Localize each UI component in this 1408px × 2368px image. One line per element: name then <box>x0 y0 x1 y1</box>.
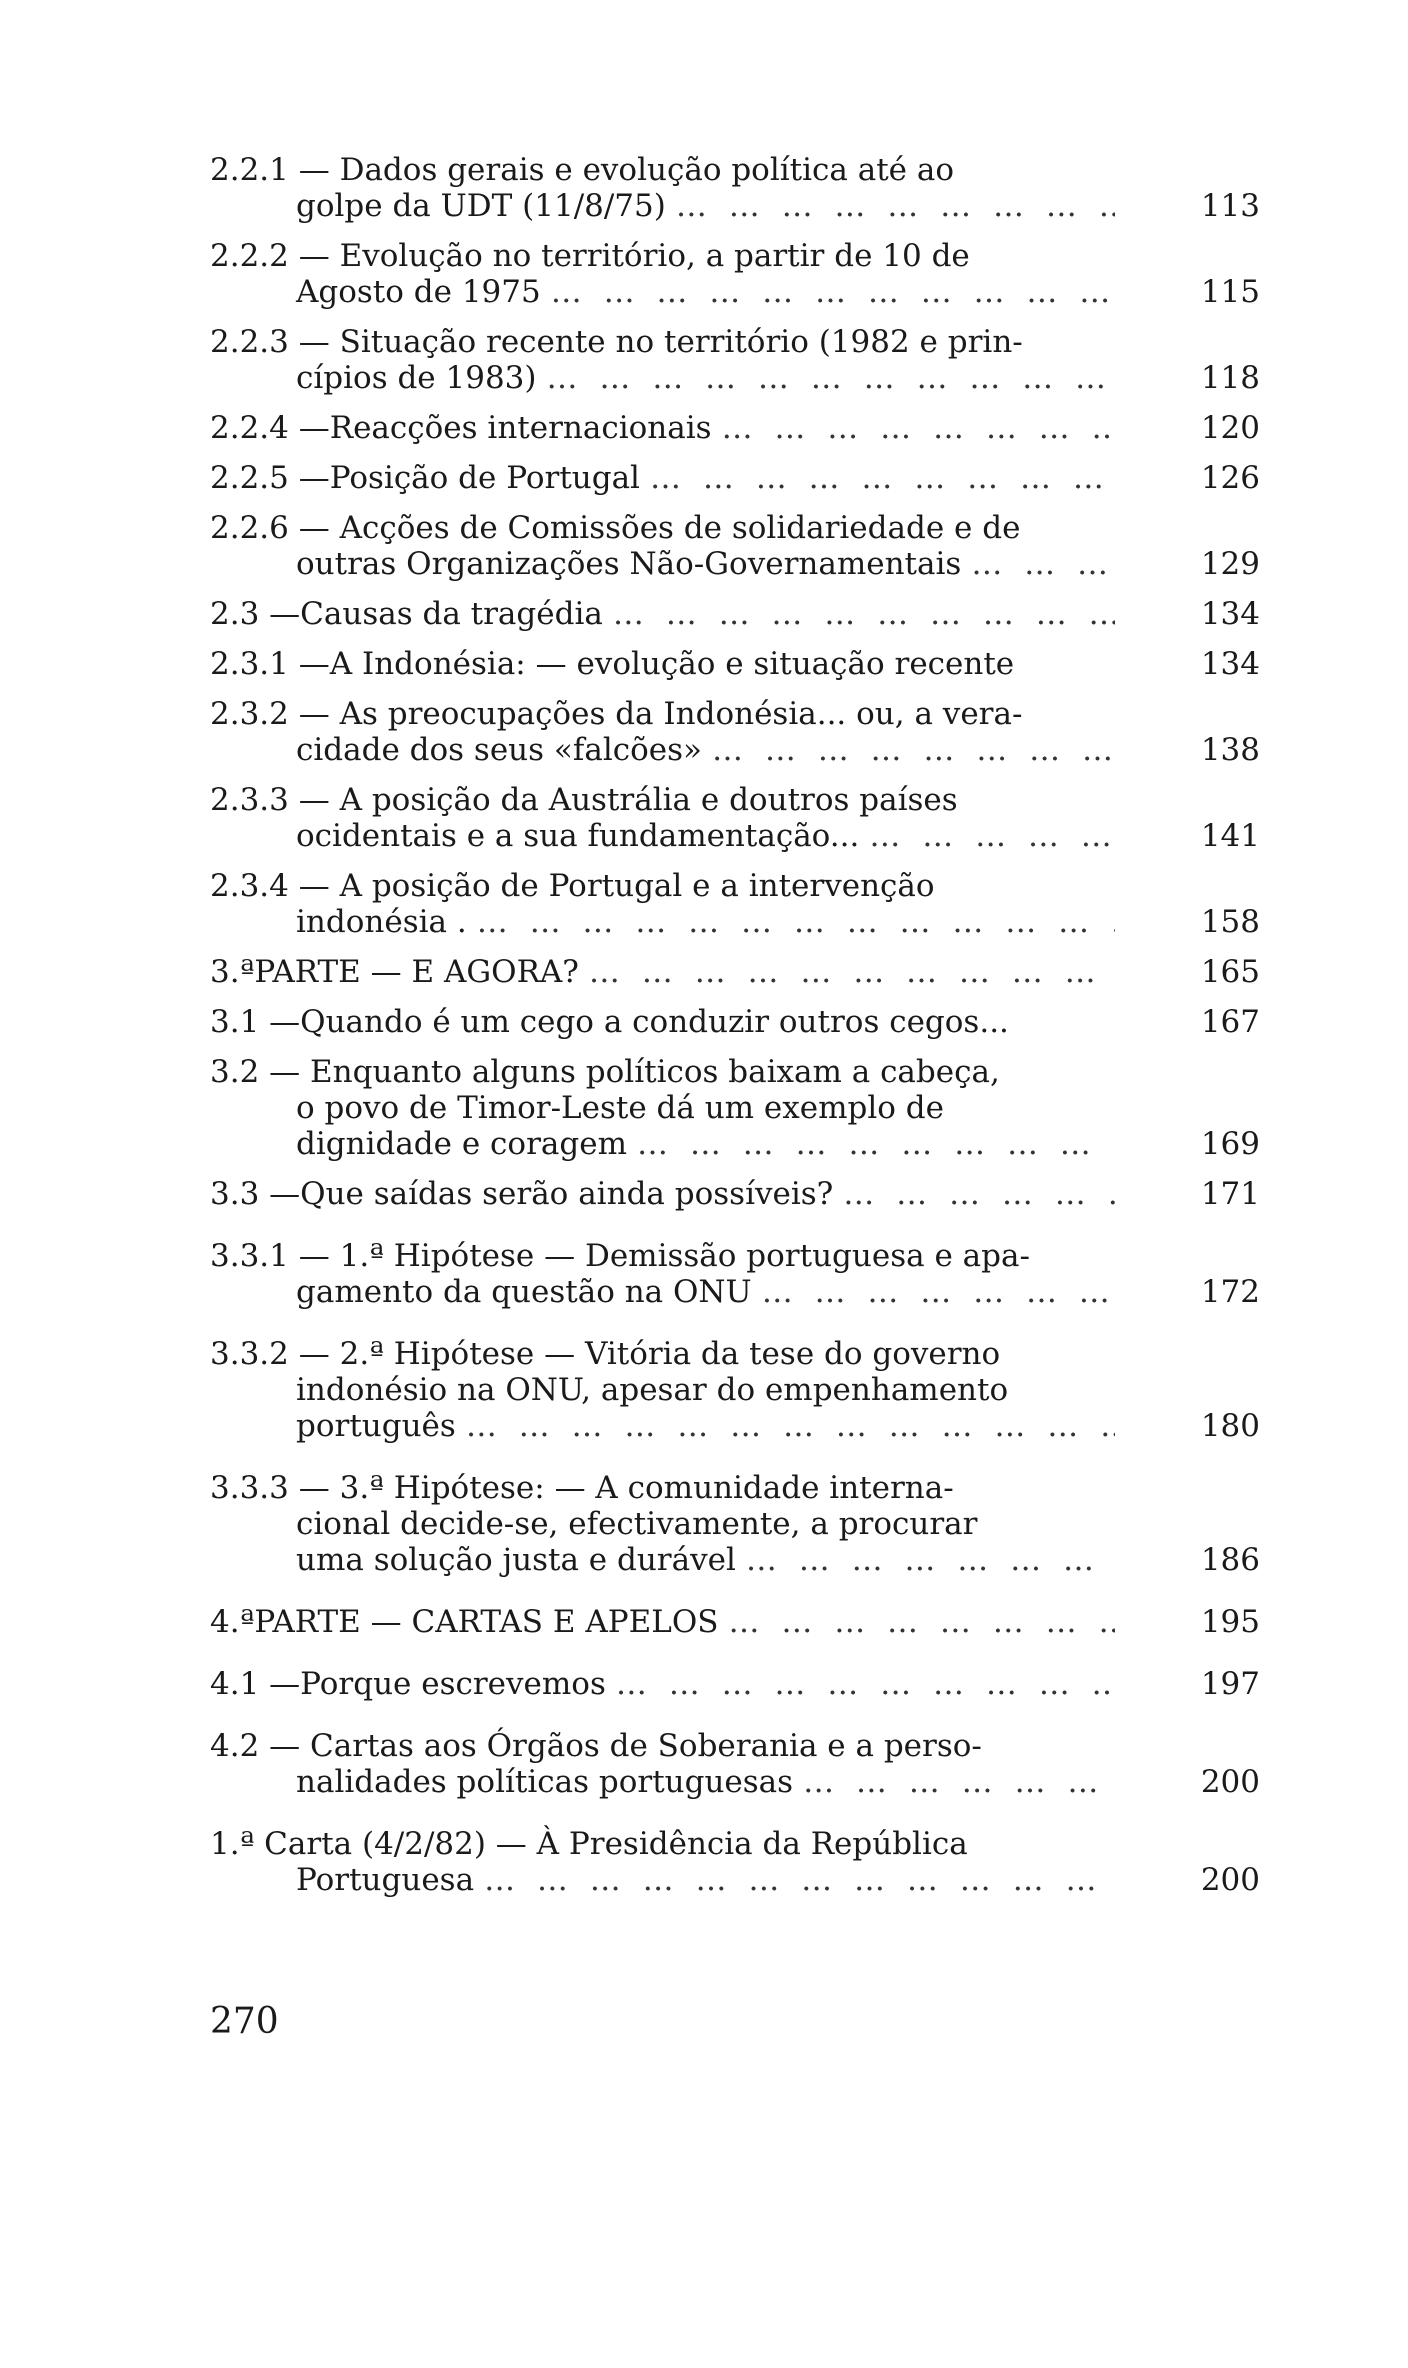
toc-entry-line <box>210 324 1115 360</box>
toc-entry <box>210 646 1260 682</box>
toc-entry-page: 167 <box>1200 1004 1260 1040</box>
toc-entry-number: 2.2.2 — <box>210 238 330 274</box>
toc-entry <box>210 324 1260 396</box>
toc-entry <box>210 1666 1260 1702</box>
toc-entry-line <box>210 696 1115 732</box>
toc-entry-page: 169 <box>1200 1126 1260 1162</box>
dot-leader <box>589 954 1115 990</box>
toc-entry-text: Porque escrevemos <box>300 1666 606 1702</box>
toc-entry-page: 180 <box>1200 1408 1260 1444</box>
toc-entry-text: golpe da UDT (11/8/75) <box>296 188 666 224</box>
toc-entry-line <box>210 1604 1115 1640</box>
toc-entry-line <box>210 188 1115 224</box>
dot-leader <box>869 818 1115 854</box>
dot-leader <box>722 410 1115 446</box>
toc-entry-page: 118 <box>1200 360 1260 396</box>
toc-entry-text: uma solução justa e durável <box>296 1542 736 1578</box>
toc-entry-text: Portuguesa <box>296 1862 475 1898</box>
toc-entry-number: 4.ª <box>210 1604 255 1640</box>
toc-entry-number: 3.3.3 — <box>210 1470 330 1506</box>
toc-entry-text: Cartas aos Órgãos de Soberania e a perso- <box>310 1728 982 1764</box>
dot-leader <box>477 904 1115 940</box>
toc-entry <box>210 1728 1260 1800</box>
toc-entry-text: cidade dos seus «falcões» <box>296 732 702 768</box>
toc-entry-line <box>210 782 1115 818</box>
toc-entry-text: cional decide-se, efectivamente, a procurar <box>296 1506 978 1542</box>
toc-entry-number: 3.3.2 — <box>210 1336 330 1372</box>
toc-entry-text: cípios de 1983) <box>296 360 537 396</box>
toc-entry-number: 2.2.6 — <box>210 510 330 546</box>
toc-entry-number: 3.2 — <box>210 1054 301 1090</box>
toc-entry-page: 129 <box>1200 546 1260 582</box>
toc-entry-text: gamento da questão na ONU <box>296 1274 752 1310</box>
toc-entry-line <box>210 868 1115 904</box>
dot-leader <box>484 1862 1115 1898</box>
toc-entry-text: Enquanto alguns políticos baixam a cabeça, <box>310 1054 1000 1090</box>
toc-entry-line <box>210 954 1115 990</box>
dot-leader <box>843 1176 1115 1212</box>
toc-entry-number: 2.2.4 — <box>210 410 330 446</box>
toc-entry-number: 3.ª <box>210 954 255 990</box>
toc-entry <box>210 1238 1260 1310</box>
toc-entry <box>210 1004 1260 1040</box>
toc-entry-page: 172 <box>1200 1274 1260 1310</box>
toc-entry <box>210 782 1260 854</box>
toc-entry-line <box>210 1728 1115 1764</box>
toc-entry-line <box>210 152 1115 188</box>
dot-leader <box>650 460 1115 496</box>
dot-leader <box>971 546 1115 582</box>
toc-entry-page: 165 <box>1200 954 1260 990</box>
toc-entry-page: 120 <box>1200 410 1260 446</box>
toc-entry-line <box>210 1666 1115 1702</box>
toc-entry-text: As preocupações da Indonésia... ou, a vera- <box>339 696 1023 732</box>
toc-entry-line <box>210 1274 1115 1310</box>
toc-entry-line <box>210 1470 1115 1506</box>
dot-leader <box>712 732 1115 768</box>
dot-leader <box>613 596 1115 632</box>
dot-leader <box>803 1764 1115 1800</box>
toc-entry-text: Evolução no território, a partir de 10 de <box>339 238 970 274</box>
toc-entry-page: 126 <box>1200 460 1260 496</box>
toc-entry-line <box>210 1004 1115 1040</box>
toc-entry-text: A Indonésia: — evolução e situação recente <box>329 646 1015 682</box>
toc-entry-line <box>210 410 1115 446</box>
toc-entry-line <box>210 546 1115 582</box>
toc-entry-line <box>210 1372 1115 1408</box>
toc-entry-number: 4.1 — <box>210 1666 301 1702</box>
toc-entry-line <box>210 460 1115 496</box>
page-number: 270 <box>210 2001 279 2042</box>
toc-entry-text: dignidade e coragem <box>296 1126 627 1162</box>
toc-entry <box>210 868 1260 940</box>
toc-entry-page: 158 <box>1200 904 1260 940</box>
toc-entry-number: 2.2.1 — <box>210 152 330 188</box>
toc-entry-line <box>210 1408 1115 1444</box>
toc-entry-line <box>210 904 1115 940</box>
toc-entry-page: 138 <box>1200 732 1260 768</box>
toc-entry <box>210 696 1260 768</box>
toc-entry-text: A posição de Portugal e a intervenção <box>339 868 935 904</box>
toc-entry-page: 197 <box>1200 1666 1260 1702</box>
toc-entry <box>210 152 1260 224</box>
toc-entry-line <box>210 360 1115 396</box>
toc-entry-text: Causas da tragédia <box>300 596 603 632</box>
toc-entry-number: 3.1 — <box>210 1004 301 1040</box>
toc-entry-page: 195 <box>1200 1604 1260 1640</box>
toc-entry-text: 2.ª Hipótese — Vitória da tese do governo <box>339 1336 1001 1372</box>
toc-entry-text: o povo de Timor-Leste dá um exemplo de <box>296 1090 944 1126</box>
toc-entry <box>210 238 1260 310</box>
dot-leader <box>746 1542 1115 1578</box>
toc-entry-line <box>210 1542 1115 1578</box>
toc-entry <box>210 1604 1260 1640</box>
toc-entry-line <box>210 1090 1115 1126</box>
toc-entry-text: Carta (4/2/82) — À Presidência da República <box>264 1826 968 1862</box>
toc-entry-text: 1.ª Hipótese — Demissão portuguesa e apa- <box>339 1238 1030 1274</box>
toc-entry-line <box>210 510 1115 546</box>
toc-entry <box>210 460 1260 496</box>
toc-entry-line <box>210 1054 1115 1090</box>
toc-entry <box>210 410 1260 446</box>
toc-entry-text: 3.ª Hipótese: — A comunidade interna- <box>339 1470 954 1506</box>
toc-entry <box>210 1336 1260 1444</box>
toc-entry-line <box>210 274 1115 310</box>
toc-entry-page: 113 <box>1200 188 1260 224</box>
toc-entry-number: 2.3.3 — <box>210 782 330 818</box>
toc-entry-number: 2.3.4 — <box>210 868 330 904</box>
toc-entry <box>210 510 1260 582</box>
toc-entry-number: 4.2 — <box>210 1728 301 1764</box>
dot-leader <box>547 360 1116 396</box>
toc-entry-line <box>210 646 1115 682</box>
toc-entry-number: 2.3.2 — <box>210 696 330 732</box>
toc-entry <box>210 1176 1260 1212</box>
toc-entry-text: nalidades políticas portuguesas <box>296 1764 794 1800</box>
toc-entry-text: Dados gerais e evolução política até ao <box>339 152 955 188</box>
dot-leader <box>762 1274 1115 1310</box>
toc-entry-text: PARTE — E AGORA? <box>254 954 579 990</box>
toc-entry <box>210 954 1260 990</box>
dot-leader <box>637 1126 1115 1162</box>
dot-leader <box>551 274 1115 310</box>
toc-entry-number: 2.2.5 — <box>210 460 330 496</box>
toc-entry-text: Acções de Comissões de solidariedade e de <box>339 510 1021 546</box>
toc-entry-line <box>210 1126 1115 1162</box>
dot-leader <box>466 1408 1115 1444</box>
toc-entry-line <box>210 596 1115 632</box>
toc-entry-text: Posição de Portugal <box>329 460 640 496</box>
toc-entry-page: 186 <box>1200 1542 1260 1578</box>
toc-entry-text: PARTE — CARTAS E APELOS <box>254 1604 719 1640</box>
toc-entry-page: 171 <box>1200 1176 1260 1212</box>
toc-entry-number: 2.3 — <box>210 596 301 632</box>
toc-entry-text: indonésio na ONU, apesar do empenhamento <box>296 1372 1009 1408</box>
toc-entry-text: Situação recente no território (1982 e prin- <box>339 324 1023 360</box>
toc-entry-text: Agosto de 1975 <box>296 274 541 310</box>
toc-entry-page: 115 <box>1200 274 1260 310</box>
toc-entry-page: 134 <box>1200 596 1260 632</box>
toc-entry-text: Quando é um cego a conduzir outros cegos... <box>300 1004 1009 1040</box>
toc-entry-page: 200 <box>1200 1764 1260 1800</box>
toc-entry-text: Que saídas serão ainda possíveis? <box>300 1176 834 1212</box>
toc-entry-number: 1.ª <box>210 1826 255 1862</box>
toc-entry-number: 2.3.1 — <box>210 646 330 682</box>
toc-entry-text: Reacções internacionais <box>329 410 712 446</box>
dot-leader <box>676 188 1115 224</box>
toc-entry-page: 200 <box>1200 1862 1260 1898</box>
toc-entry-line <box>210 1764 1115 1800</box>
toc-entry-line <box>210 1238 1115 1274</box>
toc-entry-line <box>210 732 1115 768</box>
toc-entry <box>210 596 1260 632</box>
toc-entry-text: ocidentais e a sua fundamentação... <box>296 818 860 854</box>
toc-entry-text: indonésia . <box>296 904 467 940</box>
toc-entry-line <box>210 1826 1115 1862</box>
toc-entry-text: português <box>296 1408 456 1444</box>
dot-leader <box>616 1666 1115 1702</box>
toc-entry-number: 2.2.3 — <box>210 324 330 360</box>
toc-entry-page: 134 <box>1200 646 1260 682</box>
toc-entry-line <box>210 1176 1115 1212</box>
toc-entry-number: 3.3 — <box>210 1176 301 1212</box>
toc-entry-line <box>210 1336 1115 1372</box>
toc-entry-line <box>210 1862 1115 1898</box>
toc-entry-line <box>210 238 1115 274</box>
toc-entry-number: 3.3.1 — <box>210 1238 330 1274</box>
toc-entry-text: A posição da Austrália e doutros países <box>339 782 958 818</box>
toc-entry <box>210 1054 1260 1162</box>
toc-entry-line <box>210 1506 1115 1542</box>
dot-leader <box>728 1604 1115 1640</box>
toc-entry <box>210 1826 1260 1898</box>
toc-entry-text: outras Organizações Não-Governamentais <box>296 546 962 582</box>
toc-entry-page: 141 <box>1200 818 1260 854</box>
table-of-contents <box>210 152 1260 1912</box>
toc-entry-line <box>210 818 1115 854</box>
toc-entry <box>210 1470 1260 1578</box>
